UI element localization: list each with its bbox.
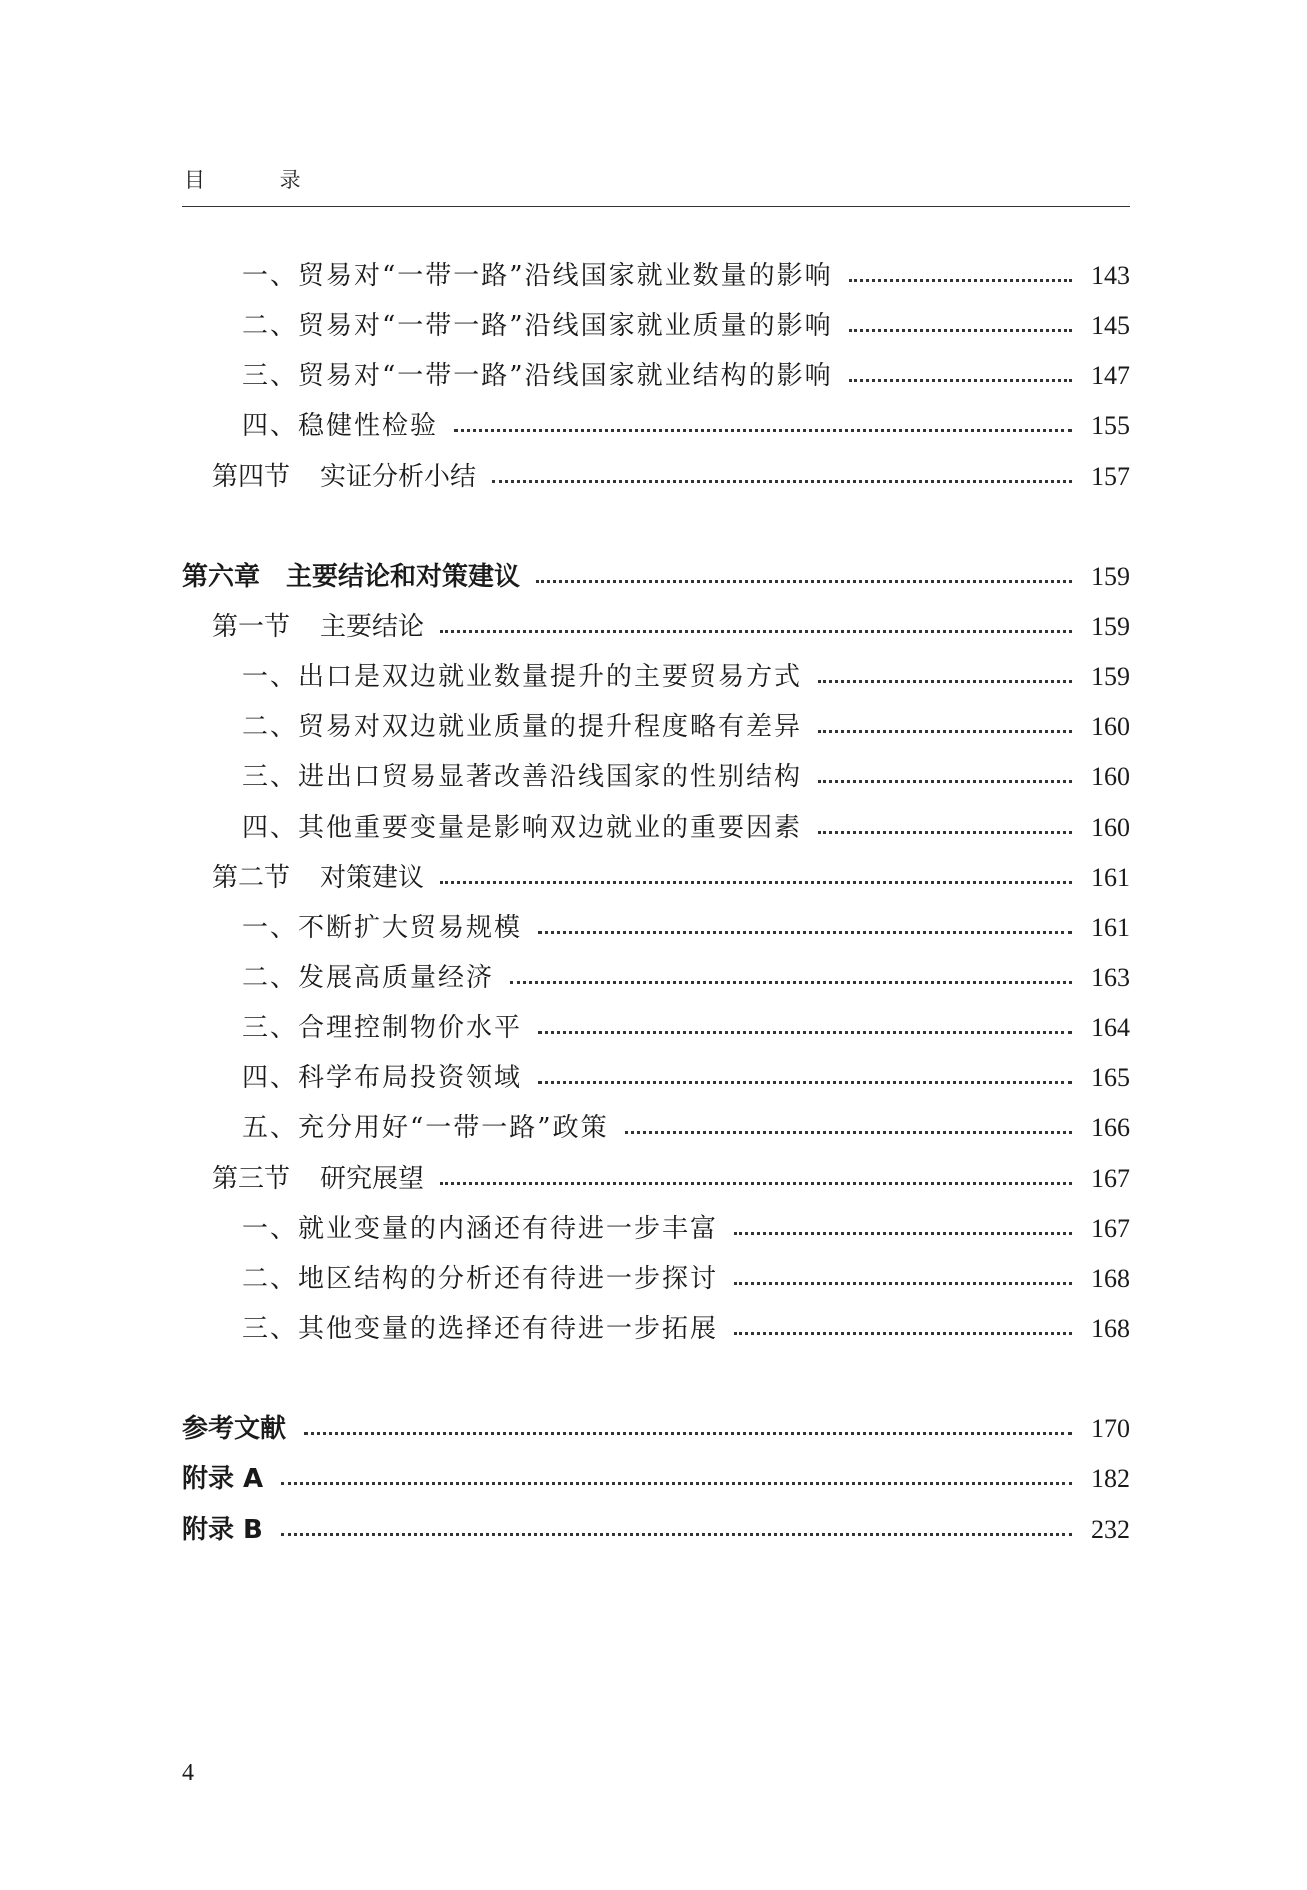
toc-entry[interactable] (182, 808, 1130, 848)
toc-entry-label: 一、贸易对“一带一路”沿线国家就业数量的影响 (242, 261, 833, 291)
toc-entry-label: 一、不断扩大贸易规模 (242, 913, 523, 943)
toc-entry[interactable] (182, 958, 1130, 998)
header-title: 目 录 (184, 168, 335, 192)
dot-leader (849, 279, 1072, 282)
toc-entry-label: 附录 A (182, 1464, 264, 1494)
toc-entry-page: 159 (1091, 662, 1130, 691)
toc-entry-label: 一、出口是双边就业数量提升的主要贸易方式 (242, 662, 803, 692)
dot-leader (849, 379, 1072, 382)
toc-entry-label: 附录 B (182, 1515, 263, 1545)
toc-entry-label: 三、合理控制物价水平 (242, 1013, 523, 1043)
dot-leader (440, 881, 1072, 884)
toc-entry-page: 168 (1091, 1264, 1130, 1293)
dot-leader (818, 730, 1072, 733)
dot-leader (538, 1081, 1072, 1084)
dot-leader (440, 630, 1072, 633)
toc-entry-page: 167 (1091, 1214, 1130, 1243)
toc-back-matter-entry[interactable] (182, 1510, 1130, 1550)
toc-entry[interactable] (182, 306, 1130, 346)
toc-entry-page: 164 (1091, 1013, 1130, 1042)
dot-leader (625, 1131, 1072, 1134)
dot-leader (440, 1182, 1072, 1185)
toc-entry-page: 160 (1091, 712, 1130, 741)
dot-leader (818, 680, 1072, 683)
dot-leader (734, 1232, 1072, 1235)
toc-entry-label: 二、地区结构的分析还有待进一步探讨 (242, 1264, 719, 1294)
toc-entry-page: 159 (1091, 562, 1130, 591)
toc-section-entry[interactable] (182, 457, 1130, 497)
toc-entry-label: 五、充分用好“一带一路”政策 (242, 1113, 609, 1143)
dot-leader (818, 831, 1072, 834)
toc-entry[interactable] (182, 356, 1130, 396)
toc-chapter-entry[interactable] (182, 557, 1130, 597)
dot-leader (492, 480, 1072, 483)
toc-entry-label: 研究展望 (320, 1164, 425, 1194)
toc-entry-page: 168 (1091, 1314, 1130, 1343)
toc-entry-page: 161 (1091, 913, 1130, 942)
toc-entry-page: 170 (1091, 1414, 1130, 1443)
toc-section-number: 第二节 (212, 863, 291, 893)
toc-chapter-number: 第六章 (182, 562, 261, 592)
dot-leader (818, 780, 1072, 783)
toc-entry[interactable] (182, 1209, 1130, 1249)
toc-entry-page: 166 (1091, 1113, 1130, 1142)
toc-entry-label: 三、其他变量的选择还有待进一步拓展 (242, 1314, 719, 1344)
toc-entry-label: 主要结论和对策建议 (286, 562, 521, 592)
toc-entry-page: 165 (1091, 1063, 1130, 1092)
toc-entry-page: 155 (1091, 411, 1130, 440)
toc-section-entry[interactable] (182, 858, 1130, 898)
toc-entry-label: 四、稳健性检验 (242, 411, 439, 441)
toc-section-number: 第四节 (212, 462, 291, 492)
toc-entry-label: 三、进出口贸易显著改善沿线国家的性别结构 (242, 762, 803, 792)
dot-leader (304, 1432, 1072, 1435)
toc-entry[interactable] (182, 256, 1130, 296)
toc-entry-page: 160 (1091, 762, 1130, 791)
toc-entry-page: 147 (1091, 361, 1130, 390)
toc-entry-label: 二、贸易对“一带一路”沿线国家就业质量的影响 (242, 311, 833, 341)
toc-entry-page: 157 (1091, 462, 1130, 491)
toc-entry[interactable] (182, 1309, 1130, 1349)
toc-entry-page: 232 (1091, 1515, 1130, 1544)
dot-leader (510, 981, 1072, 984)
toc-entry-label: 二、发展高质量经济 (242, 963, 495, 993)
toc-section-number: 第一节 (212, 612, 291, 642)
toc-entry-label: 二、贸易对双边就业质量的提升程度略有差异 (242, 712, 803, 742)
toc-entry-label: 对策建议 (320, 863, 425, 893)
toc-entry[interactable] (182, 1259, 1130, 1299)
toc-entry-page: 167 (1091, 1164, 1130, 1193)
toc-entry[interactable] (182, 657, 1130, 697)
toc-entry-page: 159 (1091, 612, 1130, 641)
dot-leader (849, 329, 1072, 332)
toc-entry-label: 实证分析小结 (320, 462, 477, 492)
toc-entry-page: 145 (1091, 311, 1130, 340)
toc-entry-label: 四、其他重要变量是影响双边就业的重要因素 (242, 813, 803, 843)
dot-leader (538, 1031, 1072, 1034)
toc-entry[interactable] (182, 1008, 1130, 1048)
toc-entry[interactable] (182, 1058, 1130, 1098)
dot-leader (734, 1282, 1072, 1285)
dot-leader (454, 429, 1072, 432)
dot-leader (538, 931, 1072, 934)
toc-entry-label: 三、贸易对“一带一路”沿线国家就业结构的影响 (242, 361, 833, 391)
toc-entry-label: 四、科学布局投资领域 (242, 1063, 523, 1093)
toc-back-matter-entry[interactable] (182, 1459, 1130, 1499)
toc-section-entry[interactable] (182, 607, 1130, 647)
toc-entry-page: 182 (1091, 1464, 1130, 1493)
toc-entry[interactable] (182, 757, 1130, 797)
toc-entry-page: 160 (1091, 813, 1130, 842)
toc-entry[interactable] (182, 707, 1130, 747)
toc-entry-page: 143 (1091, 261, 1130, 290)
running-header (182, 160, 1130, 207)
toc-entry-page: 161 (1091, 863, 1130, 892)
toc-entry[interactable] (182, 406, 1130, 446)
toc-entry-label: 参考文献 (182, 1414, 287, 1444)
footer-page-number: 4 (182, 1760, 194, 1786)
toc-back-matter-entry[interactable] (182, 1409, 1130, 1449)
toc-entry-page: 163 (1091, 963, 1130, 992)
toc-section-number: 第三节 (212, 1164, 291, 1194)
toc-section-entry[interactable] (182, 1159, 1130, 1199)
toc-entry-label: 一、就业变量的内涵还有待进一步丰富 (242, 1214, 719, 1244)
dot-leader (536, 580, 1072, 583)
dot-leader (281, 1482, 1072, 1485)
dot-leader (734, 1332, 1072, 1335)
toc-entry[interactable] (182, 1108, 1130, 1148)
toc-entry-label: 主要结论 (320, 612, 425, 642)
dot-leader (281, 1533, 1072, 1536)
toc-entry[interactable] (182, 908, 1130, 948)
